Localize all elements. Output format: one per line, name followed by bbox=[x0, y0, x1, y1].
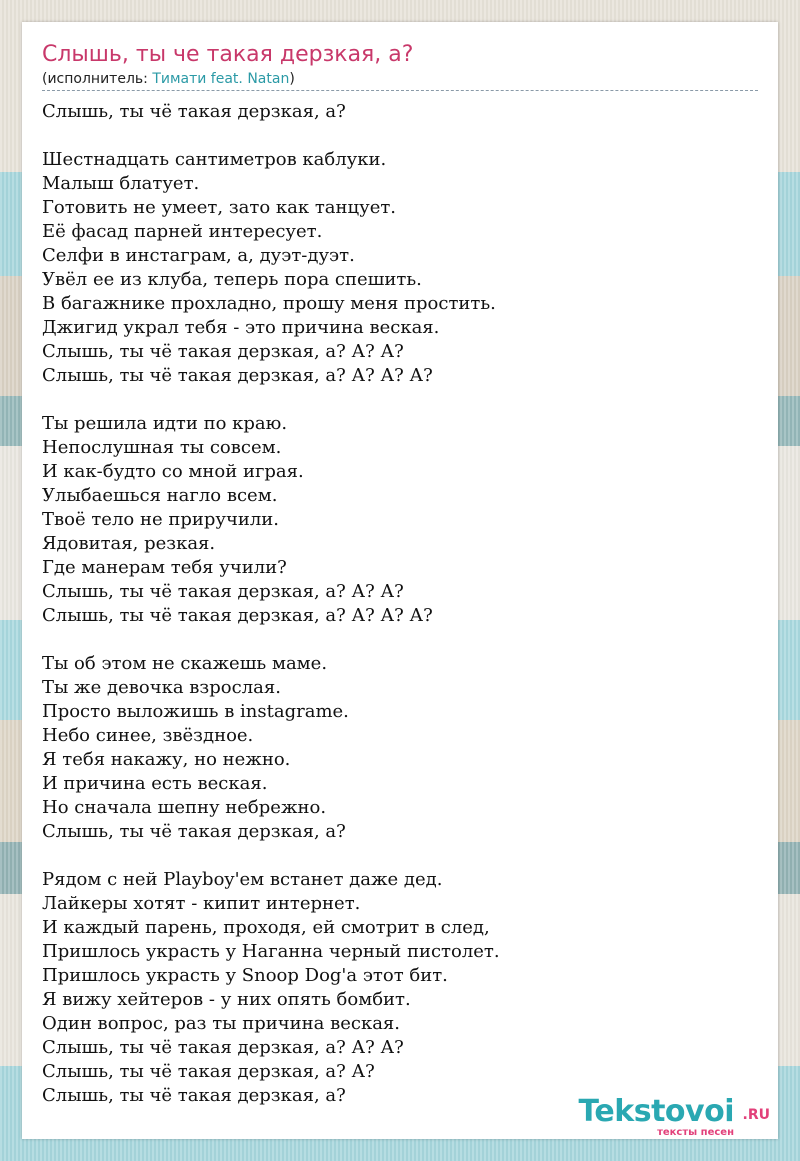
lyric-line: Слышь, ты чё такая дерзкая, а? А? bbox=[42, 1061, 375, 1082]
artist-line bbox=[42, 71, 295, 87]
artist-link[interactable]: Тимати feat. Natan bbox=[152, 71, 290, 87]
lyric-line: Ты решила идти по краю. bbox=[42, 413, 288, 434]
lyric-line: Малыш блатует. bbox=[42, 173, 200, 194]
lyric-line: Селфи в инстаграм, а, дуэт-дуэт. bbox=[42, 245, 355, 266]
lyric-line: Непослушная ты совсем. bbox=[42, 437, 282, 458]
lyric-line: Её фасад парней интересует. bbox=[42, 221, 323, 242]
stanza-gap bbox=[42, 388, 742, 412]
lyric-line: Я тебя накажу, но нежно. bbox=[42, 749, 291, 770]
logo-tagline: тексты песен bbox=[657, 1127, 734, 1138]
lyric-line: И каждый парень, проходя, ей смотрит в след, bbox=[42, 917, 490, 938]
title-divider bbox=[42, 90, 758, 91]
lyric-line: Слышь, ты чё такая дерзкая, а? А? А? bbox=[42, 581, 404, 602]
lyric-line: Ядовитая, резкая. bbox=[42, 533, 216, 554]
lyric-line: Слышь, ты чё такая дерзкая, а? А? А? А? bbox=[42, 605, 433, 626]
site-logo[interactable] bbox=[560, 1095, 770, 1139]
lyric-line: И причина есть веская. bbox=[42, 773, 268, 794]
lyric-line: Твоё тело не приручили. bbox=[42, 509, 280, 530]
artist-prefix: (исполнитель: bbox=[42, 71, 153, 87]
lyric-line: Но сначала шепну небрежно. bbox=[42, 797, 327, 818]
logo-wordmark: Tekstovoi bbox=[578, 1094, 734, 1129]
lyric-line: Где манерам тебя учили? bbox=[42, 557, 287, 578]
lyric-line: Небо синее, звёздное. bbox=[42, 725, 254, 746]
lyric-line: Увёл ее из клуба, теперь пора спешить. bbox=[42, 269, 422, 290]
lyric-line: Слышь, ты чё такая дерзкая, а? bbox=[42, 1085, 346, 1106]
lyric-line: Джигид украл тебя - это причина веская. bbox=[42, 317, 440, 338]
lyric-line: Слышь, ты чё такая дерзкая, а? А? А? bbox=[42, 341, 404, 362]
lyric-line: Слышь, ты чё такая дерзкая, а? bbox=[42, 101, 346, 122]
lyric-line: Рядом с ней Playboy'ем встанет даже дед. bbox=[42, 869, 443, 890]
lyric-line: И как-будто со мной играя. bbox=[42, 461, 304, 482]
logo-tld: .RU bbox=[742, 1107, 770, 1123]
lyric-line: Шестнадцать сантиметров каблуки. bbox=[42, 149, 387, 170]
stanza-gap bbox=[42, 124, 742, 148]
lyric-line: Пришлось украсть у Snoop Dog'а этот бит. bbox=[42, 965, 448, 986]
lyrics-text bbox=[42, 100, 742, 1108]
stanza-gap bbox=[42, 844, 742, 868]
lyric-line: Готовить не умеет, зато как танцует. bbox=[42, 197, 397, 218]
lyric-line: В багажнике прохладно, прошу меня простить. bbox=[42, 293, 496, 314]
artist-suffix: ) bbox=[289, 71, 295, 87]
lyric-line: Слышь, ты чё такая дерзкая, а? bbox=[42, 821, 346, 842]
lyric-line: Лайкеры хотят - кипит интернет. bbox=[42, 893, 361, 914]
song-title: Слышь, ты че такая дерзкая, а? bbox=[42, 42, 414, 67]
lyric-line: Один вопрос, раз ты причина веская. bbox=[42, 1013, 400, 1034]
lyric-line: Ты об этом не скажешь маме. bbox=[42, 653, 328, 674]
lyric-line: Слышь, ты чё такая дерзкая, а? А? А? А? bbox=[42, 365, 433, 386]
lyric-line: Улыбаешься нагло всем. bbox=[42, 485, 278, 506]
lyric-line: Просто выложишь в instagrame. bbox=[42, 701, 349, 722]
lyric-line: Слышь, ты чё такая дерзкая, а? А? А? bbox=[42, 1037, 404, 1058]
stanza-gap bbox=[42, 628, 742, 652]
lyric-line: Я вижу хейтеров - у них опять бомбит. bbox=[42, 989, 411, 1010]
lyric-line: Пришлось украсть у Наганна черный пистолет. bbox=[42, 941, 500, 962]
lyric-line: Ты же девочка взрослая. bbox=[42, 677, 281, 698]
lyrics-card bbox=[22, 22, 778, 1139]
